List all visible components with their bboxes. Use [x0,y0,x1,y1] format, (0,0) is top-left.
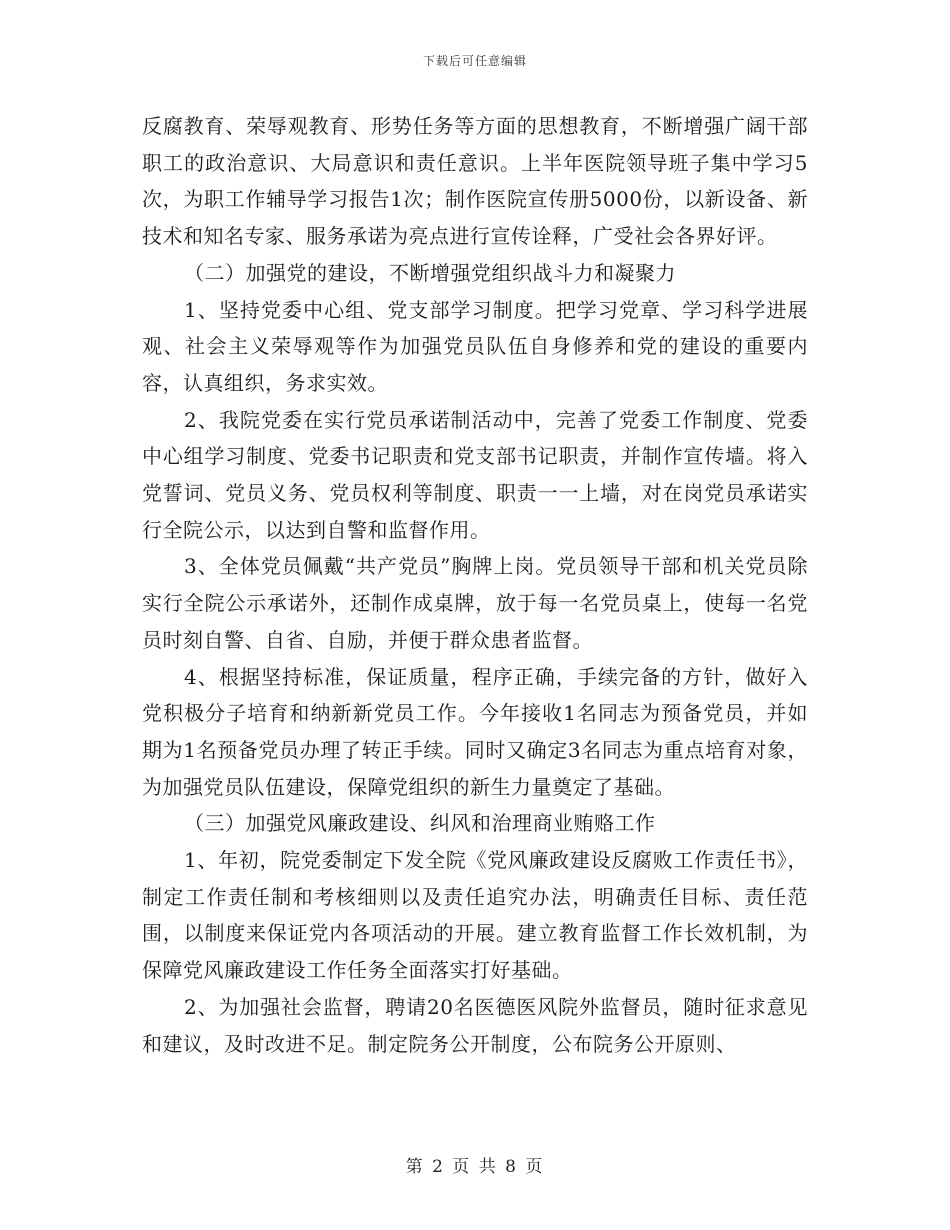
section-heading-3: （三）加强党风廉政建设、纠风和治理商业贿赂工作 [184,811,656,836]
document-body [142,108,808,1062]
section-heading-2: （二）加强党的建设，不断增强党组织战斗力和凝聚力 [184,260,676,285]
paragraph-continuation: 反腐教育、荣辱观教育、形势任务等方面的思想教育，不断增强广阔干部职工的政治意识、大局意识和责任意识。上半年医院领导班子集中学习5次，为职工作辅导学习报告1次；制作医院宣传册5000份，以新设备、新技术和知名专家、服务承诺为亮点进行宣传诠释，广受社会各界好评。 [142,114,808,249]
paragraph-item-4: 4、根据坚持标准，保证质量，程序正确，手续完备的方针，做好入党积极分子培育和纳新新党员工作。今年接收1名同志为预备党员，并如期为1名预备党员办理了转正手续。同时又确定3名同志为重点培育对象，为加强党员队伍建设，保障党组织的新生力量奠定了基础。 [142,664,808,799]
paragraph-item-1-section-3: 1、年初，院党委制定下发全院《党风廉政建设反腐败工作责任书》，制定工作责任制和考核细则以及责任追究办法，明确责任目标、责任范围，以制度来保证党内各项活动的开展。建立教育监督工作长效机制，为保障党风廉政建设工作任务全面落实打好基础。 [142,848,808,983]
paragraph-item-2: 2、我院党委在实行党员承诺制活动中，完善了党委工作制度、党委中心组学习制度、党委书记职责和党支部书记职责，并制作宣传墙。将入党誓词、党员义务、党员权利等制度、职责一一上墙，对在岗党员承诺实行全院公示，以达到自警和监督作用。 [142,407,808,542]
paragraph-item-1: 1、坚持党委中心组、党支部学习制度。把学习党章、学习科学进展观、社会主义荣辱观等作为加强党员队伍自身修养和党的建设的重要内容，认真组织，务求实效。 [142,297,808,395]
page-header: 下载后可任意编辑 [422,54,527,68]
paragraph-item-2-section-3: 2、为加强社会监督，聘请20名医德医风院外监督员，随时征求意见和建议，及时改进不足。制定院务公开制度，公布院务公开原则、 [142,994,808,1056]
paragraph-item-3: 3、全体党员佩戴“共产党员”胸牌上岗。党员领导干部和机关党员除实行全院公示承诺外，还制作成桌牌，放于每一名党员桌上，使每一名党员时刻自警、自省、自励，并便于群众患者监督。 [142,554,808,652]
page-number: 第 2 页 共 8 页 [405,1157,545,1177]
